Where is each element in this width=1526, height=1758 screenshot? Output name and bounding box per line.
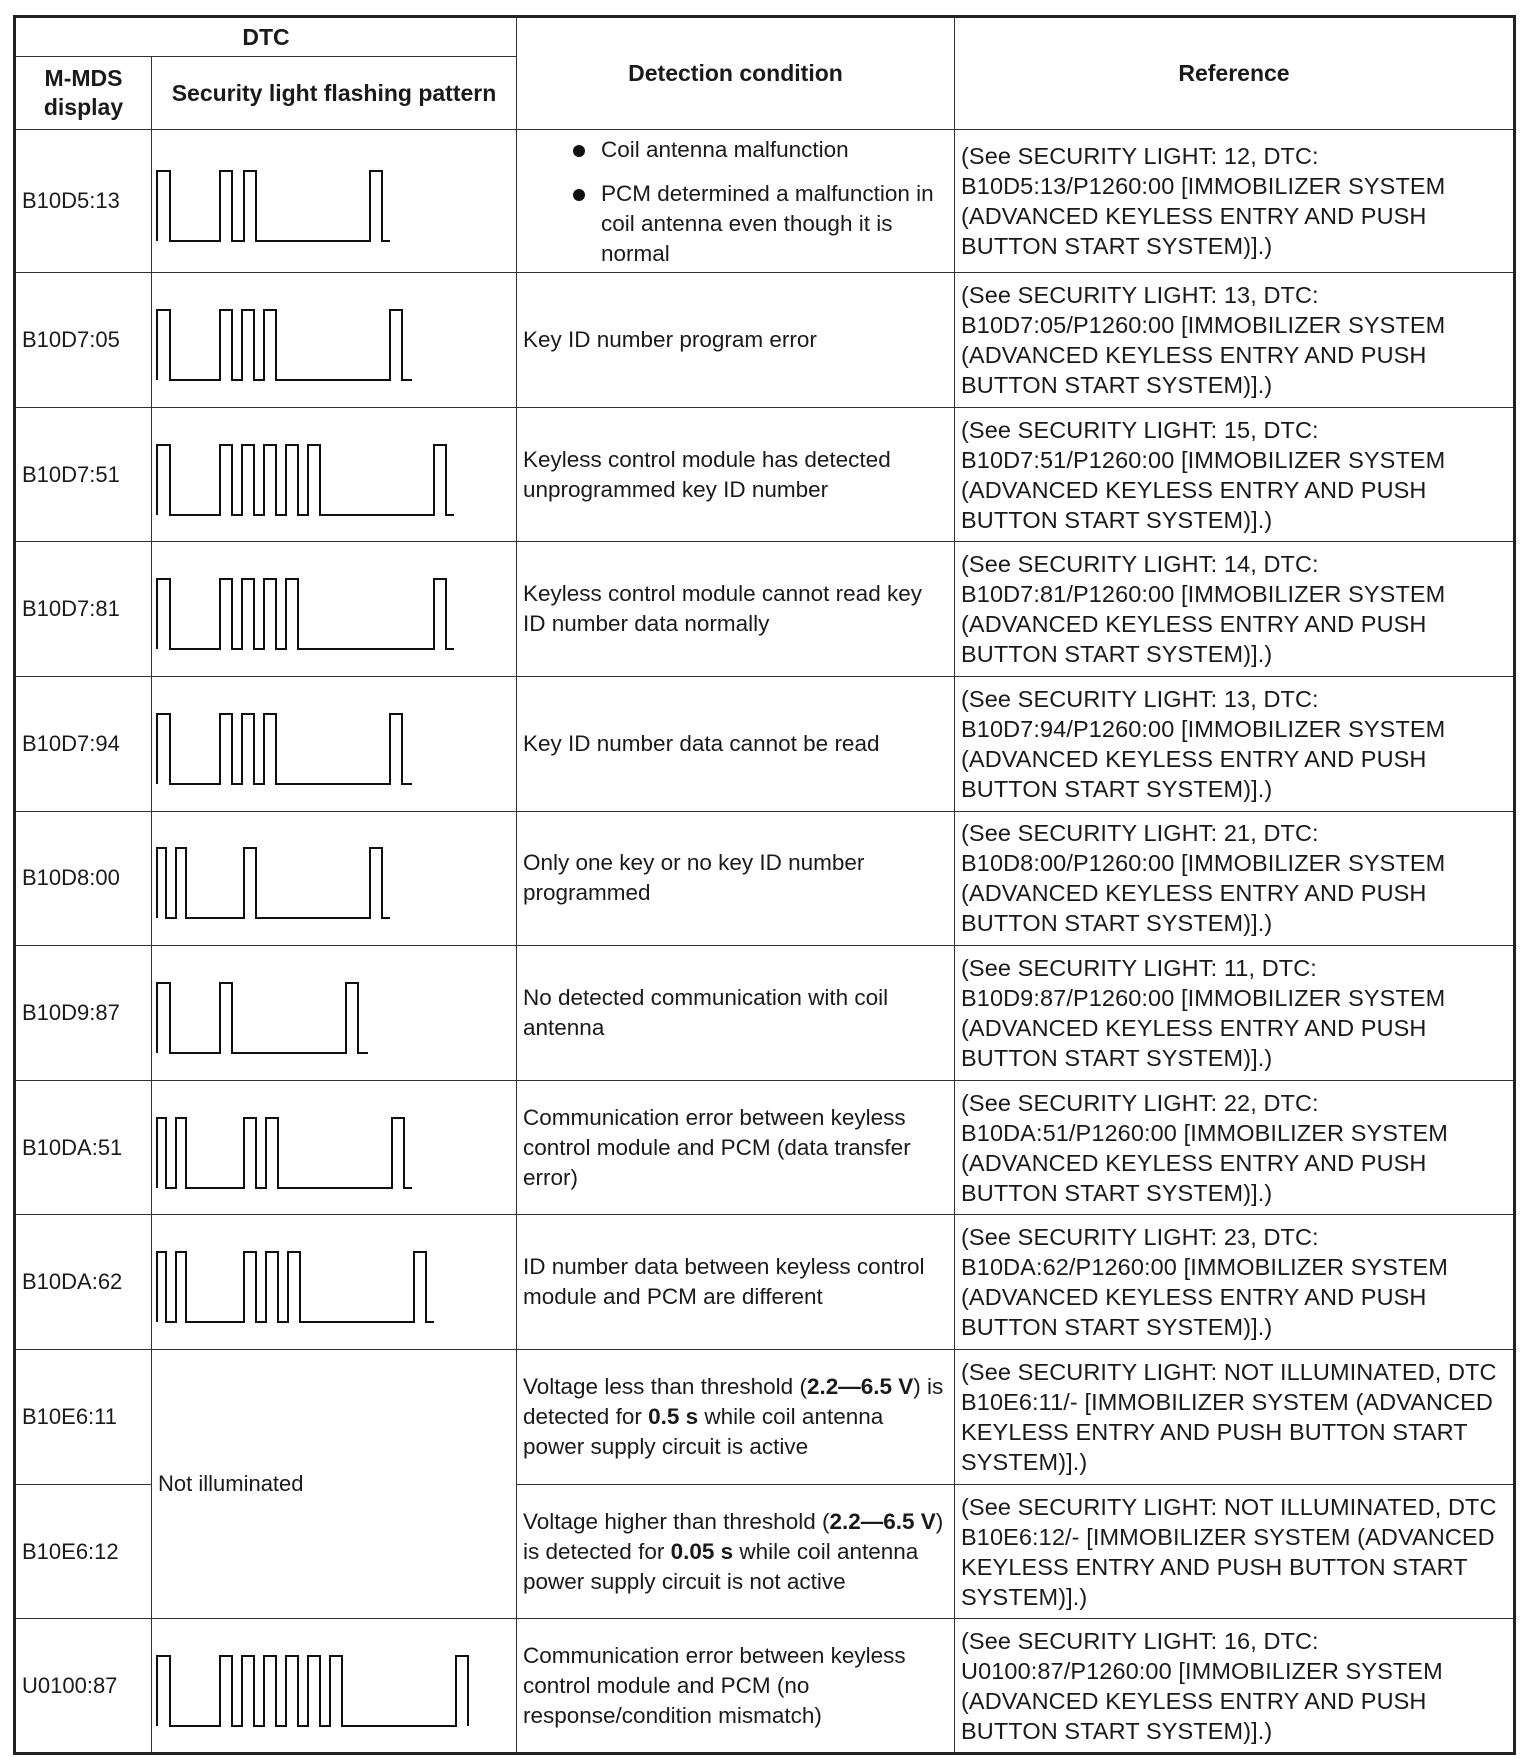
condition-text: Voltage higher than threshold (	[523, 1508, 830, 1534]
condition-list	[523, 135, 950, 269]
detection-condition: Key ID number data cannot be read	[517, 676, 955, 811]
table-row	[15, 946, 1515, 1081]
detection-condition: Keyless control module has detected unprogrammed key ID number	[517, 407, 955, 542]
detection-time: 0.5 s	[648, 1403, 699, 1429]
dtc-table	[13, 15, 1516, 1755]
reference-text: (See SECURITY LIGHT: NOT ILLUMINATED, DTC B10E6:11/- [IMMOBILIZER SYSTEM (ADVANCED KEYLESS ENTRY AND PUSH BUTTON START SYSTEM)].)	[955, 1350, 1515, 1485]
condition-text: ) is detected for	[523, 1373, 944, 1429]
table-row	[15, 1215, 1515, 1350]
reference-text: (See SECURITY LIGHT: 23, DTC: B10DA:62/P1260:00 [IMMOBILIZER SYSTEM (ADVANCED KEYLESS ENTRY AND PUSH BUTTON START SYSTEM)].)	[955, 1215, 1515, 1350]
flash-pattern-diagram	[156, 1235, 517, 1329]
detection-condition: No detected communication with coil antenna	[517, 946, 955, 1081]
flash-pattern-cell	[152, 676, 517, 811]
reference-header: Reference	[955, 17, 1515, 130]
dtc-code: B10E6:12	[15, 1484, 152, 1619]
dtc-code: U0100:87	[15, 1619, 152, 1754]
flash-waveform	[157, 579, 454, 649]
reference-text: (See SECURITY LIGHT: 21, DTC: B10D8:00/P1260:00 [IMMOBILIZER SYSTEM (ADVANCED KEYLESS ENTRY AND PUSH BUTTON START SYSTEM)].)	[955, 811, 1515, 946]
detection-condition-header: Detection condition	[517, 17, 955, 130]
reference-text: (See SECURITY LIGHT: 12, DTC: B10D5:13/P1260:00 [IMMOBILIZER SYSTEM (ADVANCED KEYLESS ENTRY AND PUSH BUTTON START SYSTEM)].)	[955, 130, 1515, 273]
reference-text: (See SECURITY LIGHT: NOT ILLUMINATED, DTC B10E6:12/- [IMMOBILIZER SYSTEM (ADVANCED KEYLESS ENTRY AND PUSH BUTTON START SYSTEM)].)	[955, 1484, 1515, 1619]
dtc-header: DTC	[15, 17, 517, 57]
reference-text: (See SECURITY LIGHT: 13, DTC: B10D7:05/P1260:00 [IMMOBILIZER SYSTEM (ADVANCED KEYLESS ENTRY AND PUSH BUTTON START SYSTEM)].)	[955, 273, 1515, 408]
flash-pattern-cell	[152, 1215, 517, 1350]
dtc-code: B10D7:81	[15, 542, 152, 677]
dtc-code: B10DA:51	[15, 1080, 152, 1215]
flash-waveform	[157, 714, 412, 784]
condition-text: while coil antenna power supply circuit is active	[523, 1403, 884, 1459]
flash-waveform	[157, 983, 368, 1053]
flash-pattern-cell	[152, 407, 517, 542]
reference-text: (See SECURITY LIGHT: 16, DTC: U0100:87/P1260:00 [IMMOBILIZER SYSTEM (ADVANCED KEYLESS ENTRY AND PUSH BUTTON START SYSTEM)].)	[955, 1619, 1515, 1754]
condition-text: Voltage less than threshold (	[523, 1373, 807, 1399]
flash-pattern-diagram	[156, 562, 517, 656]
dtc-code: B10D5:13	[15, 130, 152, 273]
condition-text: while coil antenna power supply circuit is not active	[523, 1538, 919, 1594]
dtc-code: B10D8:00	[15, 811, 152, 946]
flash-pattern-diagram	[156, 293, 517, 387]
detection-condition: Keyless control module cannot read key ID number data normally	[517, 542, 955, 677]
dtc-code: B10D7:51	[15, 407, 152, 542]
table-row	[15, 811, 1515, 946]
flash-waveform	[157, 445, 454, 515]
voltage-threshold: 2.2—6.5 V	[829, 1508, 936, 1534]
table-row	[15, 1619, 1515, 1754]
detection-condition: Communication error between keyless control module and PCM (data transfer error)	[517, 1080, 955, 1215]
detection-condition: Only one key or no key ID number programmed	[517, 811, 955, 946]
table-row	[15, 542, 1515, 677]
dtc-code: B10E6:11	[15, 1350, 152, 1485]
flash-waveform	[157, 1656, 468, 1726]
reference-text: (See SECURITY LIGHT: 14, DTC: B10D7:81/P1260:00 [IMMOBILIZER SYSTEM (ADVANCED KEYLESS ENTRY AND PUSH BUTTON START SYSTEM)].)	[955, 542, 1515, 677]
flash-pattern-cell	[152, 542, 517, 677]
not-illuminated-label: Not illuminated	[152, 1350, 517, 1619]
detection-condition	[517, 130, 955, 273]
flash-pattern-diagram	[156, 697, 517, 791]
flash-pattern-cell	[152, 1080, 517, 1215]
voltage-threshold: 2.2—6.5 V	[806, 1373, 914, 1399]
table-row	[15, 273, 1515, 408]
reference-text: (See SECURITY LIGHT: 13, DTC: B10D7:94/P1260:00 [IMMOBILIZER SYSTEM (ADVANCED KEYLESS ENTRY AND PUSH BUTTON START SYSTEM)].)	[955, 676, 1515, 811]
condition-item: PCM determined a malfunction in coil antenna even though it is normal	[523, 179, 950, 269]
detection-condition: Key ID number program error	[517, 273, 955, 408]
mmds-display-header: M-MDS display	[15, 57, 152, 130]
dtc-code: B10D9:87	[15, 946, 152, 1081]
flash-waveform	[157, 171, 390, 241]
dtc-code: B10DA:62	[15, 1215, 152, 1350]
flash-pattern-cell	[152, 811, 517, 946]
table-row	[15, 1080, 1515, 1215]
flash-pattern-diagram	[156, 428, 517, 522]
dtc-code: B10D7:94	[15, 676, 152, 811]
table-row	[15, 676, 1515, 811]
flash-pattern-cell	[152, 946, 517, 1081]
detection-condition: ID number data between keyless control module and PCM are different	[517, 1215, 955, 1350]
table-row	[15, 407, 1515, 542]
detection-time: 0.05 s	[670, 1538, 734, 1564]
flash-waveform	[157, 310, 412, 380]
flash-pattern-diagram	[156, 1101, 517, 1195]
flash-waveform	[157, 1252, 434, 1322]
detection-condition: Communication error between keyless control module and PCM (no response/condition mismatch)	[517, 1619, 955, 1754]
reference-text: (See SECURITY LIGHT: 15, DTC: B10D7:51/P1260:00 [IMMOBILIZER SYSTEM (ADVANCED KEYLESS ENTRY AND PUSH BUTTON START SYSTEM)].)	[955, 407, 1515, 542]
flash-pattern-diagram	[156, 966, 517, 1060]
flash-pattern-diagram	[156, 831, 517, 925]
flash-pattern-diagram	[156, 154, 517, 248]
flash-pattern-cell	[152, 1619, 517, 1754]
header-row-top	[15, 17, 1515, 57]
detection-condition	[517, 1350, 955, 1485]
flash-waveform	[157, 1118, 412, 1188]
condition-item: Coil antenna malfunction	[523, 135, 950, 165]
dtc-code: B10D7:05	[15, 273, 152, 408]
table-row	[15, 1350, 1515, 1485]
flash-pattern-cell	[152, 130, 517, 273]
flash-pattern-diagram	[156, 1639, 517, 1733]
reference-text: (See SECURITY LIGHT: 22, DTC: B10DA:51/P1260:00 [IMMOBILIZER SYSTEM (ADVANCED KEYLESS ENTRY AND PUSH BUTTON START SYSTEM)].)	[955, 1080, 1515, 1215]
detection-condition	[517, 1484, 955, 1619]
flash-pattern-header: Security light flashing pattern	[152, 57, 517, 130]
table-row	[15, 130, 1515, 273]
reference-text: (See SECURITY LIGHT: 11, DTC: B10D9:87/P1260:00 [IMMOBILIZER SYSTEM (ADVANCED KEYLESS ENTRY AND PUSH BUTTON START SYSTEM)].)	[955, 946, 1515, 1081]
flash-pattern-cell	[152, 273, 517, 408]
condition-text: ) is detected for	[523, 1508, 944, 1564]
flash-waveform	[157, 848, 390, 918]
